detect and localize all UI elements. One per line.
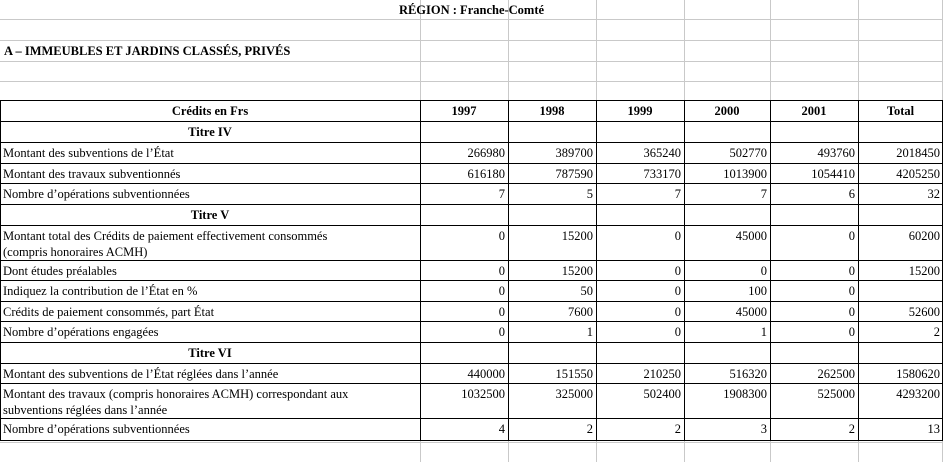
cell-total: 4205250 bbox=[896, 167, 940, 181]
cell-value: 7600 bbox=[568, 305, 593, 319]
cell-value: 45000 bbox=[735, 229, 767, 243]
cell-total: 52600 bbox=[908, 305, 940, 319]
table-border bbox=[0, 100, 1, 441]
cell-value: 733170 bbox=[643, 167, 681, 181]
grid-line bbox=[0, 61, 943, 62]
section-heading-titre-vi: Titre VI bbox=[188, 346, 232, 360]
cell-total: 32 bbox=[927, 187, 940, 201]
row-label-continued: subventions réglées dans l’année bbox=[3, 403, 168, 417]
row-label: Montant des subventions de l’État réglées dans l’année bbox=[3, 367, 279, 381]
table-border bbox=[0, 204, 943, 205]
region-title: RÉGION : Franche-Comté bbox=[398, 3, 545, 17]
cell-value: 0 bbox=[674, 229, 681, 243]
cell-value: 493760 bbox=[817, 146, 855, 160]
cell-value: 50 bbox=[580, 284, 593, 298]
cell-value: 516320 bbox=[729, 367, 767, 381]
table-border bbox=[0, 225, 943, 226]
cell-value: 0 bbox=[674, 284, 681, 298]
cell-value: 0 bbox=[498, 229, 505, 243]
cell-value: 15200 bbox=[561, 229, 593, 243]
cell-value: 787590 bbox=[555, 167, 593, 181]
cell-total: 15200 bbox=[908, 264, 940, 278]
row-label: Crédits de paiement consommés, part État bbox=[3, 305, 215, 319]
table-border bbox=[0, 280, 943, 281]
cell-value: 15200 bbox=[561, 264, 593, 278]
cell-value: 7 bbox=[674, 187, 681, 201]
table-border bbox=[0, 163, 943, 164]
cell-total: 60200 bbox=[908, 229, 940, 243]
table-border bbox=[0, 142, 943, 143]
cell-value: 525000 bbox=[817, 387, 855, 401]
cell-value: 0 bbox=[498, 284, 505, 298]
grid-line bbox=[0, 81, 943, 82]
cell-value: 0 bbox=[760, 264, 767, 278]
row-label: Montant total des Crédits de paiement effectivement consommés bbox=[3, 229, 328, 243]
table-border bbox=[0, 418, 943, 419]
cell-value: 2 bbox=[848, 422, 855, 436]
cell-value: 45000 bbox=[735, 305, 767, 319]
cell-value: 7 bbox=[498, 187, 505, 201]
cell-value: 0 bbox=[498, 264, 505, 278]
cell-value: 389700 bbox=[555, 146, 593, 160]
cell-value: 440000 bbox=[467, 367, 505, 381]
cell-value: 3 bbox=[760, 422, 767, 436]
cell-value: 2 bbox=[674, 422, 681, 436]
cell-value: 502400 bbox=[643, 387, 681, 401]
table-border bbox=[0, 100, 943, 101]
cell-value: 616180 bbox=[467, 167, 505, 181]
row-label: Montant des travaux subventionnés bbox=[3, 167, 181, 181]
header-year-2000: 2000 bbox=[714, 104, 740, 118]
row-label: Montant des subventions de l’État bbox=[3, 146, 174, 160]
row-label-continued: (compris honoraires ACMH) bbox=[3, 245, 148, 259]
row-label: Nombre d’opérations subventionnées bbox=[3, 422, 190, 436]
row-label: Indiquez la contribution de l’État en % bbox=[3, 284, 198, 298]
cell-value: 1013900 bbox=[723, 167, 767, 181]
cell-value: 262500 bbox=[817, 367, 855, 381]
header-year-1999: 1999 bbox=[627, 104, 653, 118]
cell-value: 6 bbox=[848, 187, 855, 201]
cell-value: 0 bbox=[498, 325, 505, 339]
cell-value: 4 bbox=[498, 422, 505, 436]
cell-value: 502770 bbox=[729, 146, 767, 160]
table-border bbox=[0, 301, 943, 302]
cell-value: 0 bbox=[674, 325, 681, 339]
table-border bbox=[0, 321, 943, 322]
cell-value: 0 bbox=[848, 305, 855, 319]
header-credits-label: Crédits en Frs bbox=[171, 104, 249, 118]
cell-value: 1908300 bbox=[723, 387, 767, 401]
grid-line bbox=[0, 442, 943, 443]
header-year-1997: 1997 bbox=[451, 104, 477, 118]
cell-value: 365240 bbox=[643, 146, 681, 160]
cell-value: 0 bbox=[674, 305, 681, 319]
cell-value: 210250 bbox=[643, 367, 681, 381]
cell-value: 0 bbox=[848, 284, 855, 298]
header-year-2001: 2001 bbox=[801, 104, 827, 118]
grid-line bbox=[0, 40, 943, 41]
cell-value: 5 bbox=[586, 187, 593, 201]
section-heading-titre-iv: Titre IV bbox=[188, 125, 232, 139]
table-border bbox=[0, 440, 943, 441]
cell-value: 1 bbox=[760, 325, 767, 339]
table-border bbox=[0, 260, 943, 261]
row-label: Nombre d’opérations subventionnées bbox=[3, 187, 190, 201]
table-border bbox=[0, 183, 943, 184]
table-border bbox=[0, 363, 943, 364]
cell-value: 1054410 bbox=[811, 167, 855, 181]
cell-value: 100 bbox=[748, 284, 767, 298]
header-total: Total bbox=[886, 104, 915, 118]
cell-value: 0 bbox=[848, 325, 855, 339]
section-heading-titre-v: Titre V bbox=[190, 208, 230, 222]
cell-value: 1 bbox=[586, 325, 593, 339]
cell-total: 2018450 bbox=[896, 146, 940, 160]
cell-value: 266980 bbox=[467, 146, 505, 160]
cell-total: 4293200 bbox=[896, 387, 940, 401]
header-year-1998: 1998 bbox=[539, 104, 565, 118]
cell-value: 0 bbox=[848, 264, 855, 278]
cell-value: 0 bbox=[498, 305, 505, 319]
cell-value: 151550 bbox=[555, 367, 593, 381]
cell-value: 1032500 bbox=[461, 387, 505, 401]
cell-total: 2 bbox=[933, 325, 940, 339]
section-title: A – IMMEUBLES ET JARDINS CLASSÉS, PRIVÉS bbox=[4, 44, 291, 58]
cell-value: 325000 bbox=[555, 387, 593, 401]
table-border bbox=[0, 121, 943, 122]
cell-value: 2 bbox=[586, 422, 593, 436]
row-label: Nombre d’opérations engagées bbox=[3, 325, 159, 339]
cell-total: 1580620 bbox=[896, 367, 940, 381]
table-border bbox=[0, 383, 943, 384]
row-label: Dont études préalables bbox=[3, 264, 117, 278]
grid-line bbox=[0, 19, 943, 20]
cell-total: 13 bbox=[927, 422, 940, 436]
cell-value: 0 bbox=[848, 229, 855, 243]
cell-value: 7 bbox=[760, 187, 767, 201]
cell-value: 0 bbox=[674, 264, 681, 278]
row-label: Montant des travaux (compris honoraires ACMH) correspondant aux bbox=[3, 387, 349, 401]
table-border bbox=[0, 342, 943, 343]
